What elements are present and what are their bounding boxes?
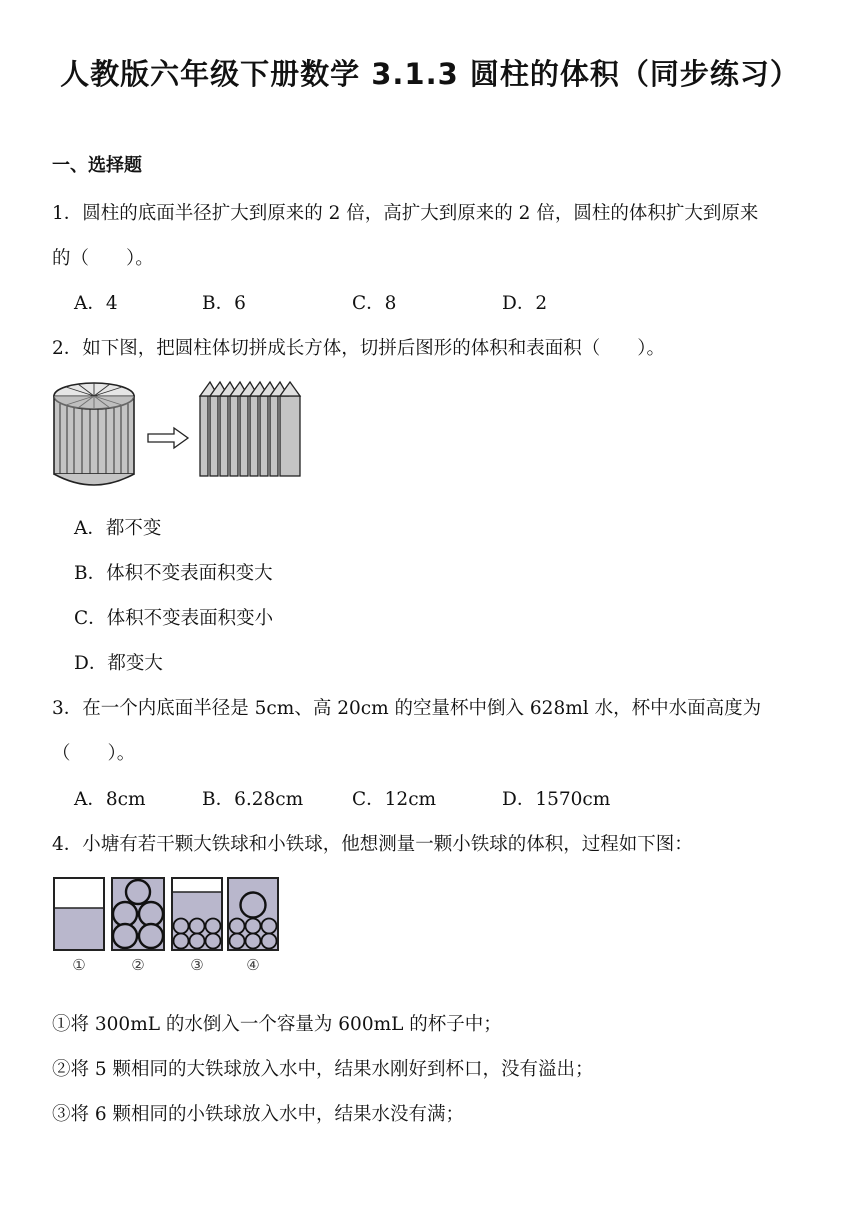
- figure-label-3: ③: [190, 956, 204, 974]
- q1-option-d: D．2: [502, 293, 548, 314]
- q4-line1: 4．小塘有若干颗大铁球和小铁球，他想测量一颗小铁球的体积，过程如下图：: [52, 834, 693, 855]
- q1-option-b: B．6: [202, 293, 246, 314]
- page-title: 人教版六年级下册数学 3.1.3 圆柱的体积（同步练习）: [60, 57, 800, 91]
- section-heading: 一、选择题: [52, 155, 142, 176]
- q3-line1: 3．在一个内底面半径是 5cm、高 20cm 的空量杯中倒入 628ml 水，杯中水面高度为: [52, 698, 762, 719]
- q2-line1: 2．如下图，把圆柱体切拼成长方体，切拼后图形的体积和表面积（ ）。: [52, 338, 666, 359]
- q1-line2: 的（ ）。: [52, 248, 154, 269]
- q1-option-c: C．8: [352, 293, 397, 314]
- q3-option-d: D．1570cm: [502, 789, 611, 810]
- q4-step-1: ①将 300mL 的水倒入一个容量为 600mL 的杯子中；: [52, 1014, 502, 1035]
- q1-option-a: A．4: [74, 293, 118, 314]
- figure-label-4: ④: [246, 956, 260, 974]
- q3-line2: （ ）。: [52, 743, 136, 764]
- q4-step-3: ③将 6 颗相同的小铁球放入水中，结果水没有满；: [52, 1104, 465, 1125]
- q2-option-a: A．都不变: [74, 518, 162, 539]
- q4-step-2: ②将 5 颗相同的大铁球放入水中，结果水刚好到杯口，没有溢出；: [52, 1059, 594, 1080]
- q2-option-d: D．都变大: [74, 653, 163, 674]
- cylinder-to-cuboid-figure: [50, 376, 310, 492]
- q3-option-b: B．6.28cm: [202, 789, 304, 810]
- q2-option-c: C．体积不变表面积变小: [74, 608, 274, 629]
- figure-label-1: ①: [72, 956, 86, 974]
- figure-label-2: ②: [131, 956, 145, 974]
- q1-line1: 1．圆柱的底面半径扩大到原来的 2 倍，高扩大到原来的 2 倍，圆柱的体积扩大到原来: [52, 203, 759, 224]
- iron-ball-cups-figure: [52, 874, 282, 974]
- q3-option-c: C．12cm: [352, 789, 437, 810]
- q2-option-b: B．体积不变表面积变大: [74, 563, 273, 584]
- q3-option-a: A．8cm: [74, 789, 146, 810]
